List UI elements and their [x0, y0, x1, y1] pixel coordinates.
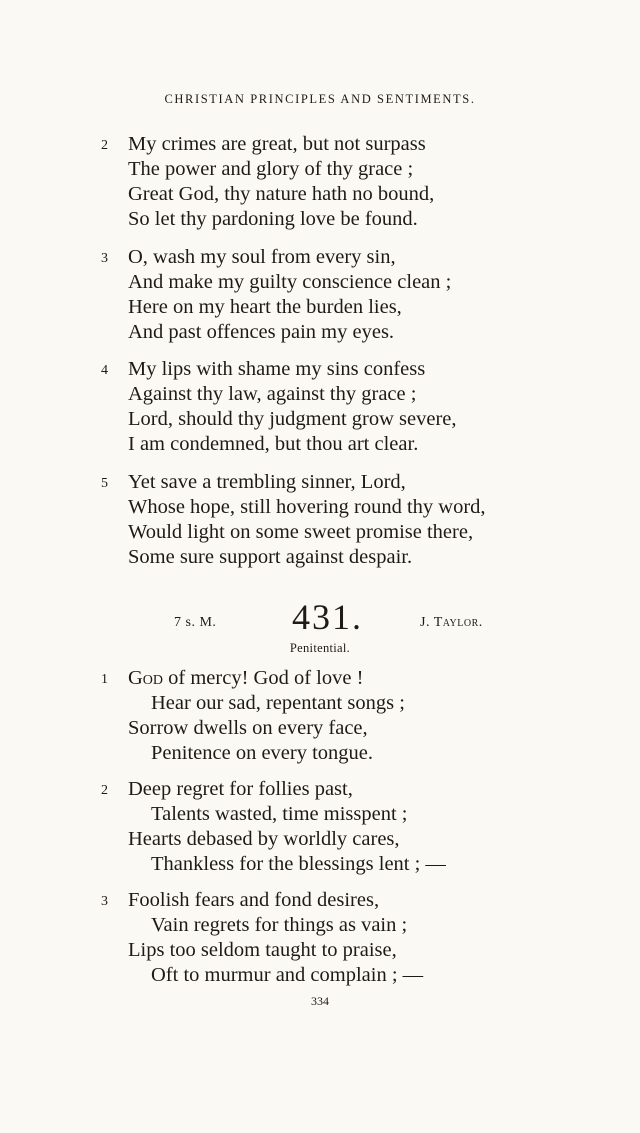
- verse-line: Great God, thy nature hath no bound,: [128, 183, 435, 205]
- verse-line: 1 God of mercy! God of love !: [0, 666, 640, 691]
- hymn-number: 431.: [292, 597, 363, 637]
- stanza: [0, 245, 640, 345]
- verse-line: Would light on some sweet promise there,: [128, 521, 474, 543]
- hymn-author: J. Taylor.: [420, 615, 483, 630]
- page-number: 334: [311, 994, 329, 1008]
- verse-line: So let thy pardoning love be found.: [128, 208, 418, 230]
- verse-line: The power and glory of thy grace ;: [128, 158, 414, 180]
- verse-line: 2 My crimes are great, but not surpass: [0, 132, 640, 157]
- verse-line: 5 Yet save a trembling sinner, Lord,: [0, 470, 640, 495]
- verse-line: Here on my heart the burden lies,: [128, 296, 402, 318]
- verse-line: 4 My lips with shame my sins confess: [0, 357, 640, 382]
- hymn-meter: 7 s. M.: [174, 615, 217, 630]
- verse-line: Thankless for the blessings lent ; —: [151, 853, 446, 875]
- hymn-heading: [0, 597, 640, 640]
- verse-line: Some sure support against despair.: [128, 546, 413, 568]
- stanza: [0, 470, 640, 570]
- hymn-subject: Penitential.: [289, 641, 351, 655]
- first-word: God: [128, 667, 164, 689]
- verse-line: 2 Deep regret for follies past,: [0, 777, 640, 802]
- stanza: [0, 357, 640, 457]
- running-head: CHRISTIAN PRINCIPLES AND SENTIMENTS.: [164, 92, 476, 106]
- verse-line: And make my guilty conscience clean ;: [128, 271, 452, 293]
- stanza-number: 5: [101, 476, 108, 491]
- stanza: [0, 666, 640, 766]
- verse-line: Against thy law, against thy grace ;: [128, 383, 417, 405]
- stanza: [0, 888, 640, 988]
- stanza-number: 1: [101, 672, 108, 687]
- verse-line: Lips too seldom taught to praise,: [128, 939, 397, 961]
- verse-line: Penitence on every tongue.: [151, 742, 374, 764]
- verse-line: Talents wasted, time misspent ;: [151, 803, 408, 825]
- stanza-number: 3: [101, 894, 108, 909]
- stanza-number: 4: [101, 363, 108, 378]
- verse-line: Hear our sad, repentant songs ;: [151, 692, 405, 714]
- verse-line: Whose hope, still hovering round thy word,: [128, 496, 486, 518]
- verse-line: Vain regrets for things as vain ;: [151, 914, 408, 936]
- stanza: [0, 132, 640, 232]
- stanza-number: 2: [101, 783, 108, 798]
- stanza: [0, 777, 640, 877]
- verse-line: 3 Foolish fears and fond desires,: [0, 888, 640, 913]
- verse-line: And past offences pain my eyes.: [128, 321, 395, 343]
- verse-line: Sorrow dwells on every face,: [128, 717, 368, 739]
- verse-line: Oft to murmur and complain ; —: [151, 964, 424, 986]
- verse-line: Hearts debased by worldly cares,: [128, 828, 400, 850]
- verse-line: Lord, should thy judgment grow severe,: [128, 408, 457, 430]
- verse-line: I am condemned, but thou art clear.: [128, 433, 419, 455]
- stanza-number: 2: [101, 138, 108, 153]
- stanza-number: 3: [101, 251, 108, 266]
- verse-line: 3 O, wash my soul from every sin,: [0, 245, 640, 270]
